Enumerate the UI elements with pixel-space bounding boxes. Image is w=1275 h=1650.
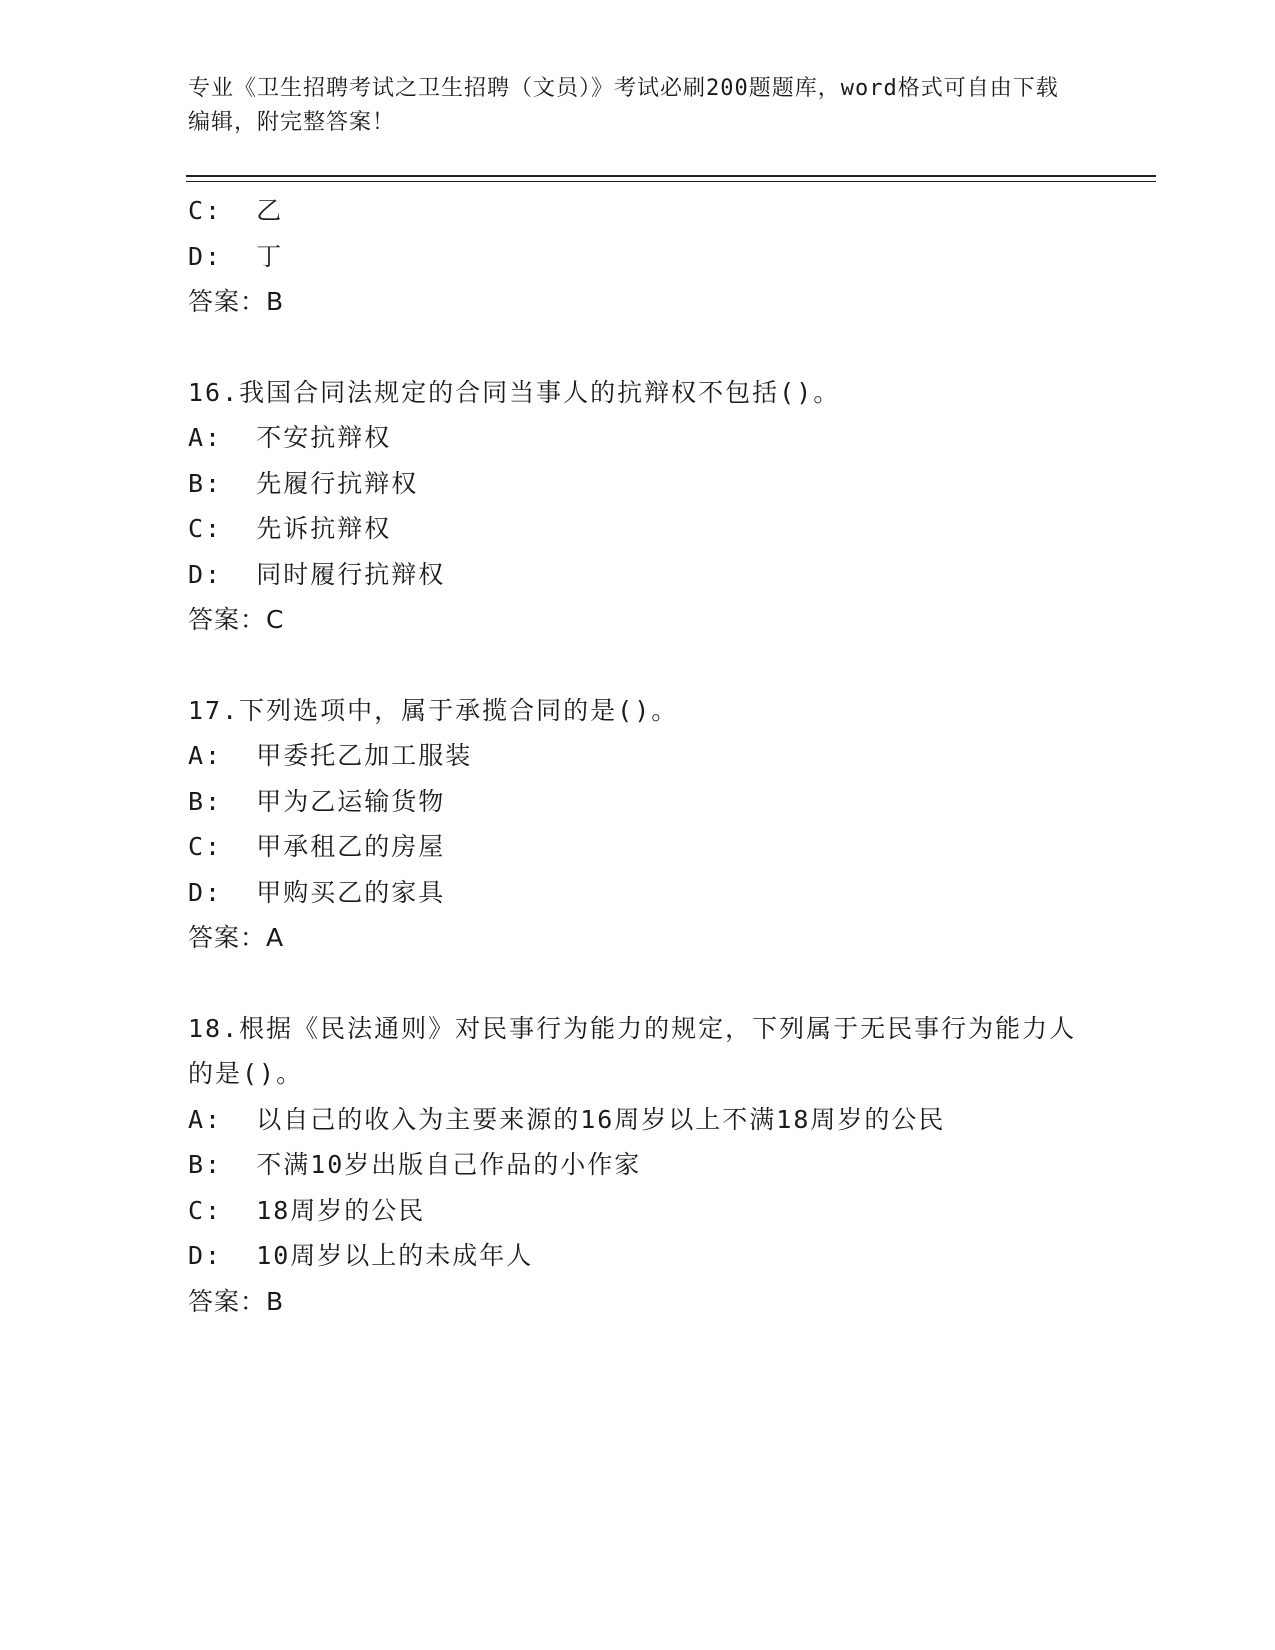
option-b: B: 甲为乙运输货物 xyxy=(188,786,446,816)
option-d: D: 丁 xyxy=(188,241,284,271)
answer-line: 答案：B xyxy=(188,287,285,316)
answer-line: 答案：A xyxy=(188,923,285,952)
question-block-16 xyxy=(188,370,1088,643)
option-c: C: 乙 xyxy=(188,196,284,225)
header-rule-thick xyxy=(186,175,1156,177)
option-d: D: 甲购买乙的家具 xyxy=(188,877,446,907)
option-c: C: 甲承租乙的房屋 xyxy=(188,832,446,861)
answer-line: 答案：C xyxy=(188,605,285,634)
option-c: C: 先诉抗辩权 xyxy=(188,514,392,543)
question-text: 16.我国合同法规定的合同当事人的抗辩权不包括()。 xyxy=(188,377,841,407)
question-text: 18.根据《民法通则》对民事行为能力的规定，下列属于无民事行为能力人的是()。 xyxy=(188,1013,1077,1088)
option-a: A: 不安抗辩权 xyxy=(188,423,392,452)
option-a: A: 甲委托乙加工服装 xyxy=(188,741,473,770)
option-d: D: 10周岁以上的未成年人 xyxy=(188,1241,534,1270)
option-b: B: 不满10岁出版自己作品的小作家 xyxy=(188,1150,642,1179)
answer-line: 答案：B xyxy=(188,1286,285,1316)
document-body xyxy=(188,188,1088,1324)
question-block-15-tail xyxy=(188,188,1088,325)
question-block-17 xyxy=(188,688,1088,961)
question-block-18 xyxy=(188,1006,1088,1325)
option-a: A: 以自己的收入为主要来源的16周岁以上不满18周岁的公民 xyxy=(188,1104,946,1134)
header-rule-thin xyxy=(186,181,1156,182)
option-b: B: 先履行抗辩权 xyxy=(188,468,419,498)
question-text: 17.下列选项中，属于承揽合同的是()。 xyxy=(188,695,679,725)
option-d: D: 同时履行抗辩权 xyxy=(188,559,446,589)
option-c: C: 18周岁的公民 xyxy=(188,1195,426,1225)
document-header: 专业《卫生招聘考试之卫生招聘（文员）》考试必刷200题题库，word格式可自由下载编辑，附完整答案！ xyxy=(188,76,1059,135)
